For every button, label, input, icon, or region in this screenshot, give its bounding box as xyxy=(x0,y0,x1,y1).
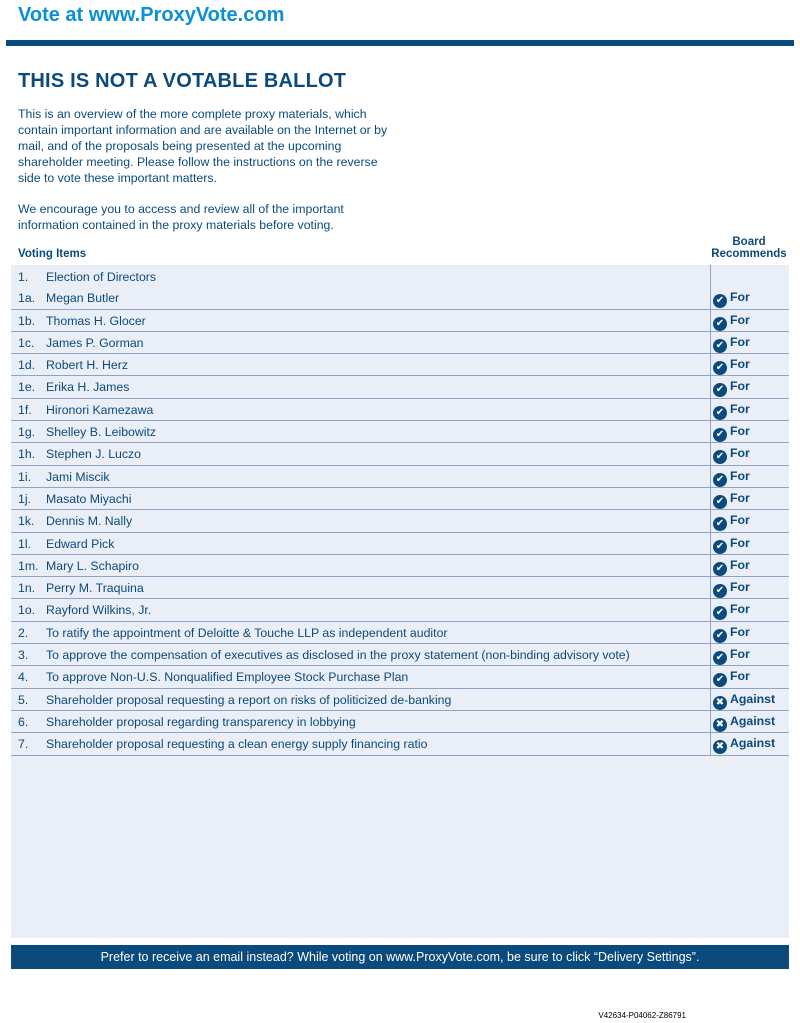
item-text: Shareholder proposal requesting a clean energy supply financing ratio xyxy=(46,737,428,752)
table-row xyxy=(11,533,789,555)
table-row xyxy=(11,689,789,711)
item-number: 1d. xyxy=(18,358,36,373)
item-text: Election of Directors xyxy=(46,270,157,284)
check-circle-icon: ✔ xyxy=(713,517,727,531)
recommendation-label: For xyxy=(730,357,750,372)
item-text: Shelley B. Leibowitz xyxy=(46,425,157,440)
recommendation-label: For xyxy=(730,446,750,461)
recommendation-label: For xyxy=(730,379,750,394)
table-row xyxy=(11,310,789,332)
recommendation-label: For xyxy=(730,513,750,528)
item-number: 3. xyxy=(18,648,29,663)
x-circle-icon: ✖ xyxy=(713,718,727,732)
check-circle-icon: ✔ xyxy=(713,562,727,576)
item-number: 1c. xyxy=(18,335,35,350)
recommendation-label: For xyxy=(730,557,750,572)
check-circle-icon: ✔ xyxy=(713,673,727,687)
board-recommendation xyxy=(713,602,750,620)
table-row xyxy=(11,287,789,309)
check-circle-icon: ✔ xyxy=(713,606,727,620)
check-circle-icon: ✔ xyxy=(713,406,727,420)
recommendation-label: For xyxy=(730,535,750,550)
check-circle-icon: ✔ xyxy=(713,428,727,442)
intro-paragraph-2: We encourage you to access and review all of the important information contained in the proxy materials before voting. xyxy=(18,202,344,232)
item-text: Hironori Kamezawa xyxy=(46,402,154,417)
table-row xyxy=(11,266,789,287)
board-recommendation xyxy=(713,424,750,442)
item-text: Jami Miscik xyxy=(46,469,110,484)
item-number: 1a. xyxy=(18,291,36,306)
item-text: Thomas H. Glocer xyxy=(46,313,146,328)
x-circle-icon: ✖ xyxy=(713,740,727,754)
item-text: Megan Butler xyxy=(46,291,120,306)
table-row xyxy=(11,666,789,688)
board-recommendation xyxy=(713,536,750,554)
item-number: 1i. xyxy=(18,469,31,484)
board-recommendation xyxy=(713,402,750,420)
recommendation-label: For xyxy=(730,602,750,617)
board-recommendation xyxy=(713,625,750,643)
board-recommends-line2: Recommends xyxy=(711,248,787,260)
recommendation-label: For xyxy=(730,647,750,662)
recommendation-label: Against xyxy=(730,713,776,728)
board-recommends-header xyxy=(708,236,790,260)
item-number: 1e. xyxy=(18,380,36,395)
control-code: V42634-P04062-Z86791 xyxy=(598,1011,686,1020)
board-recommendation xyxy=(713,580,750,598)
item-number: 5. xyxy=(18,692,29,707)
check-circle-icon: ✔ xyxy=(713,651,727,665)
item-number: 1o. xyxy=(18,603,36,618)
check-circle-icon: ✔ xyxy=(713,361,727,375)
item-number: 1k. xyxy=(18,514,35,529)
recommendation-label: For xyxy=(730,669,750,684)
table-row xyxy=(11,510,789,532)
item-number: 6. xyxy=(18,714,29,729)
recommendation-label: For xyxy=(730,401,750,416)
check-circle-icon: ✔ xyxy=(713,473,727,487)
table-row xyxy=(11,488,789,510)
table-row xyxy=(11,421,789,443)
recommendation-label: Against xyxy=(730,736,776,751)
board-recommendation xyxy=(713,669,750,687)
item-text: Erika H. James xyxy=(46,380,130,395)
item-text: Stephen J. Luczo xyxy=(46,447,142,462)
recommendation-label: For xyxy=(730,624,750,639)
item-text: Dennis M. Nally xyxy=(46,514,133,529)
item-number: 1g. xyxy=(18,425,36,440)
table-row xyxy=(11,443,789,465)
board-recommendation xyxy=(713,491,750,509)
table-row xyxy=(11,599,789,621)
item-number: 4. xyxy=(18,670,29,685)
recommendation-label: For xyxy=(730,490,750,505)
item-text: Perry M. Traquina xyxy=(46,581,144,596)
recommendation-label: For xyxy=(730,468,750,483)
table-row xyxy=(11,555,789,577)
table-row xyxy=(11,733,789,755)
item-text: Shareholder proposal regarding transparency in lobbying xyxy=(46,714,356,729)
check-circle-icon: ✔ xyxy=(713,294,727,308)
item-number: 7. xyxy=(18,737,29,752)
table-row xyxy=(11,376,789,398)
header-divider xyxy=(6,40,794,46)
board-recommendation xyxy=(713,313,750,331)
check-circle-icon: ✔ xyxy=(713,383,727,397)
table-row xyxy=(11,622,789,644)
item-text: Shareholder proposal requesting a report on risks of politicized de-banking xyxy=(46,692,452,707)
delivery-settings-note: Prefer to receive an email instead? While voting on www.ProxyVote.com, be sure to click “Delivery Settings”. xyxy=(11,945,789,969)
recommendation-label: For xyxy=(730,290,750,305)
check-circle-icon: ✔ xyxy=(713,540,727,554)
item-text: Masato Miyachi xyxy=(46,491,132,506)
x-circle-icon: ✖ xyxy=(713,696,727,710)
board-recommendation xyxy=(713,513,750,531)
board-recommendation xyxy=(713,692,775,710)
check-circle-icon: ✔ xyxy=(713,629,727,643)
item-text: Mary L. Schapiro xyxy=(46,558,139,573)
board-recommendation xyxy=(713,446,750,464)
item-number: 1. xyxy=(18,270,29,284)
check-circle-icon: ✔ xyxy=(713,339,727,353)
recommendation-label: For xyxy=(730,424,750,439)
item-text: To ratify the appointment of Deloitte & Touche LLP as independent auditor xyxy=(46,625,448,640)
item-number: 1b. xyxy=(18,313,36,328)
table-row xyxy=(11,711,789,733)
table-row xyxy=(11,644,789,666)
item-text: James P. Gorman xyxy=(46,335,144,350)
item-text: To approve the compensation of executives as disclosed in the proxy statement (non-binding advisory vote) xyxy=(46,648,630,663)
table-row xyxy=(11,466,789,488)
item-number: 1f. xyxy=(18,402,32,417)
recommendation-label: For xyxy=(730,312,750,327)
board-recommendation xyxy=(713,290,750,308)
table-row xyxy=(11,332,789,354)
item-text: To approve Non-U.S. Nonqualified Employee Stock Purchase Plan xyxy=(46,670,409,685)
item-number: 1n. xyxy=(18,581,36,596)
voting-items-header: Voting Items xyxy=(18,248,87,260)
board-recommendation xyxy=(713,357,750,375)
board-recommendation xyxy=(713,558,750,576)
table-row xyxy=(11,354,789,376)
proxyvote-link[interactable]: Vote at www.ProxyVote.com xyxy=(18,4,285,26)
table-row xyxy=(11,399,789,421)
check-circle-icon: ✔ xyxy=(713,317,727,331)
board-recommendation xyxy=(713,379,750,397)
page-title: THIS IS NOT A VOTABLE BALLOT xyxy=(18,70,347,92)
intro-paragraph-1: This is an overview of the more complete proxy materials, which contain important information and are available on the Internet or by mail, and of the proposals being presented at the upcoming shareholder meeting. Please follow the instructions on the reverse side to vote these important matters. xyxy=(18,107,388,185)
table-row xyxy=(11,577,789,599)
board-recommends-line1: Board xyxy=(732,236,766,248)
check-circle-icon: ✔ xyxy=(713,584,727,598)
item-number: 1j. xyxy=(18,491,31,506)
recommendation-label: For xyxy=(730,334,750,349)
board-recommendation xyxy=(713,469,750,487)
recommendation-label: Against xyxy=(730,691,776,706)
board-recommendation xyxy=(713,647,750,665)
item-number: 1h. xyxy=(18,447,36,462)
voting-items-table xyxy=(11,266,789,756)
item-number: 2. xyxy=(18,625,29,640)
item-text: Edward Pick xyxy=(46,536,115,551)
check-circle-icon: ✔ xyxy=(713,450,727,464)
board-recommendation xyxy=(713,736,775,754)
item-text: Rayford Wilkins, Jr. xyxy=(46,603,152,618)
board-recommendation xyxy=(713,714,775,732)
board-recommendation xyxy=(713,335,750,353)
recommendation-label: For xyxy=(730,580,750,595)
item-text: Robert H. Herz xyxy=(46,358,129,373)
check-circle-icon: ✔ xyxy=(713,495,727,509)
item-number: 1m. xyxy=(18,558,39,573)
item-number: 1l. xyxy=(18,536,31,551)
